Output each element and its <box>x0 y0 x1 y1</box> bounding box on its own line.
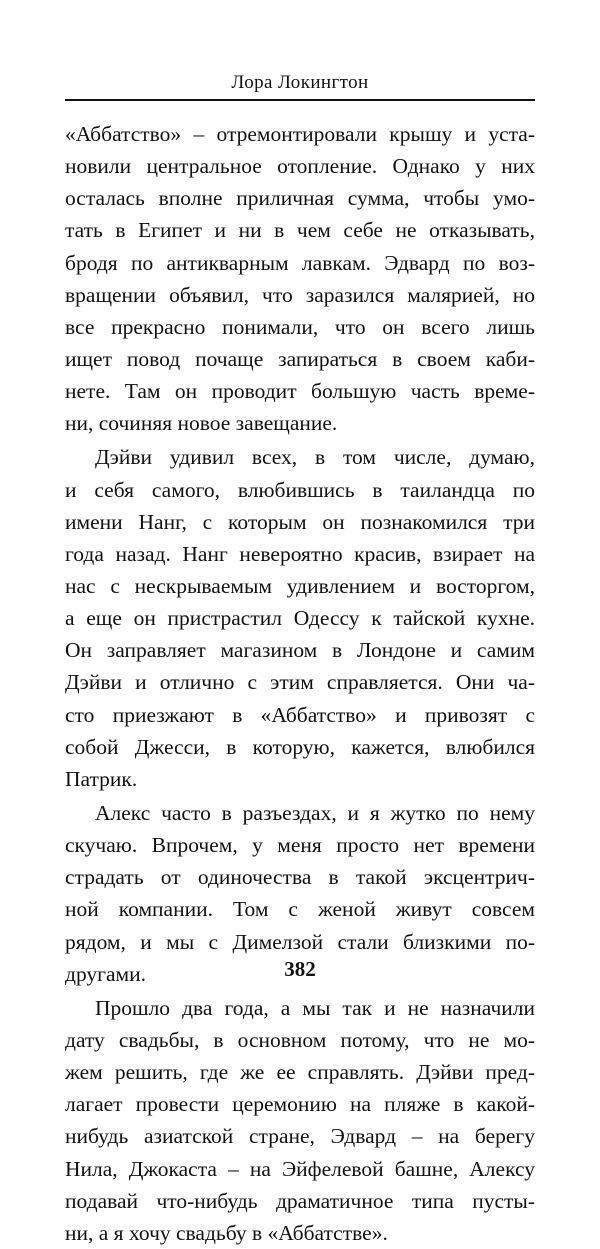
text-line: «Аббатство» – отремонтировали крышу и уста- <box>65 122 535 146</box>
text-line: бродя по антикварным лавкам. Эдвард по воз- <box>65 250 535 275</box>
body-text <box>65 118 535 1249</box>
text-line: другами. <box>65 961 147 986</box>
text-line: а еще он пристрастил Одессу к тайской кухне. <box>65 606 535 631</box>
text-line: нете. Там он проводит большую часть време- <box>65 379 535 404</box>
text-line: Прошло два года, а мы так и не назначили <box>95 995 535 1020</box>
text-line: ни, сочиняя новое завещание. <box>65 411 338 436</box>
text-line: нибудь азиатской стране, Эдвард – на берегу <box>65 1124 535 1149</box>
text-line: все прекрасно понимали, что он всего лишь <box>65 314 535 339</box>
text-line: нас с нескрываемым удивлением и восторгом, <box>65 573 535 598</box>
text-line: рядом, и мы с Димелзой стали близкими по- <box>65 929 535 954</box>
text-line: Алекс часто в разъездах, и я жутко по нему <box>95 800 535 825</box>
text-line: сто приезжают в «Аббатство» и привозят с <box>65 702 535 727</box>
text-line: имени Нанг, с которым он познакомился три <box>65 509 535 534</box>
page-number: 382 <box>284 957 316 981</box>
text-line: жем решить, где же ее справлять. Дэйви пред- <box>65 1060 535 1085</box>
running-header: Лора Локингтон <box>231 72 369 93</box>
text-line: вращении объявил, что заразился малярией, но <box>65 282 535 307</box>
text-line: лагает провести церемонию на пляже в какой- <box>65 1092 535 1117</box>
text-line: Дэйви и отлично с этим справляется. Они ча- <box>65 670 535 695</box>
header-rule <box>65 99 535 101</box>
text-line: Дэйви удивил всех, в том числе, думаю, <box>95 445 535 470</box>
text-line: Нила, Джокаста – на Эйфелевой башне, Алексу <box>65 1156 535 1181</box>
text-line: собой Джесси, в которую, кажется, влюбился <box>65 734 535 759</box>
text-line: дату свадьбы, в основном потому, что не мо- <box>65 1027 535 1052</box>
text-line: тать в Египет и ни в чем себе не отказывать, <box>65 218 535 243</box>
text-line: Патрик. <box>65 766 138 791</box>
text-line: и себя самого, влюбившись в таиландца по <box>65 477 535 502</box>
text-line: ищет повод почаще запираться в своем каби- <box>65 346 535 371</box>
text-line: скучаю. Впрочем, у меня просто нет времени <box>65 833 535 858</box>
text-line: подавай что-нибудь драматичное типа пусты- <box>65 1188 535 1213</box>
text-line: ной компании. Том с женой живут совсем <box>65 897 535 922</box>
text-line: страдать от одиночества в такой эксцентрич- <box>65 865 535 890</box>
text-line: осталась вполне приличная сумма, чтобы умо- <box>65 186 535 211</box>
text-line: года назад. Нанг невероятно красив, взирает на <box>65 541 535 566</box>
text-line: новили центральное отопление. Однако у них <box>65 154 535 179</box>
text-line: Он заправляет магазином в Лондоне и самим <box>65 638 535 663</box>
text-line: ни, а я хочу свадьбу в «Аббатстве». <box>65 1220 388 1245</box>
